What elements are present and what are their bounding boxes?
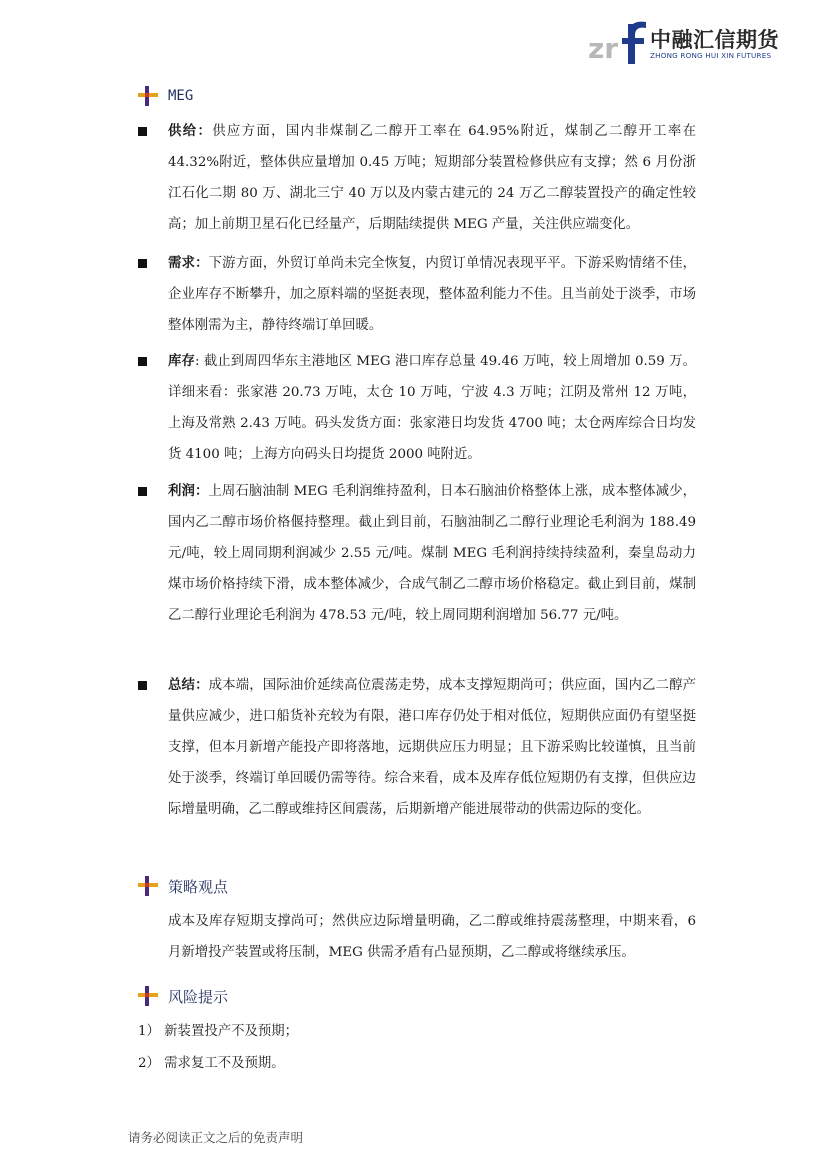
- paragraph-text: 供应方面，国内非煤制乙二醇开工率在 64.95%附近，煤制乙二醇开工率在44.32%附近，整体供应量增加 0.45 万吨；短期部分装置检修供应有支撑；然 6 月份浙江石化二期 80 万、湖北三宁 40 万以及内蒙古建元的 24 万乙二醇装置投产的确定性较高；加上前期卫星石化已经量产，后期陆续提供 MEG 产量，关注供应端变化。: [168, 124, 696, 232]
- paragraph-keyword: 供给：: [168, 123, 213, 139]
- section-heading-meg: [136, 84, 193, 108]
- square-bullet-icon: [138, 127, 147, 136]
- paragraph-keyword: 总结：: [168, 677, 209, 693]
- cross-bullet-icon: [136, 984, 160, 1008]
- strategy-paragraph: 成本及库存短期支撑尚可；然供应边际增量明确，乙二醇或维持震荡整理，中期来看，6 月新增投产装置或将压制，MEG 供需矛盾有凸显预期，乙二醇或将继续承压。: [168, 914, 696, 960]
- paragraph: [168, 670, 696, 825]
- square-bullet-icon: [138, 487, 147, 496]
- square-bullet-icon: [138, 259, 147, 268]
- zrf-logo-mark-icon: [588, 20, 648, 66]
- paragraph-text: 成本端，国际油价延续高位震荡走势，成本支撑短期尚可；供应面，国内乙二醇产量供应减少，进口船货补充较为有限，港口库存仍处于相对低位，短期供应面仍有望坚挺支撑，但本月新增产能投产即将落地，远期供应压力明显；且下游采购比较谨慎，且当前处于淡季，终端订单回暖仍需等待。综合来看，成本及库存低位短期仍有支撑，但供应边际增量明确，乙二醇或维持区间震荡，后期新增产能进展带动的供需边际的变化。: [168, 678, 697, 817]
- section-title: MEG: [168, 88, 194, 104]
- paragraph-keyword: 库存: [168, 353, 195, 369]
- section-heading-strategy: [136, 874, 228, 898]
- square-bullet-icon: [138, 357, 147, 366]
- section-title: 风险提示: [168, 987, 229, 1006]
- cross-bullet-icon: [136, 84, 160, 108]
- logo-english-name: ZHONG RONG HUI XIN FUTURES: [650, 51, 772, 60]
- paragraph: [168, 476, 696, 631]
- paragraph: [168, 248, 696, 341]
- company-logo: [588, 20, 778, 66]
- paragraph: [168, 116, 696, 240]
- paragraph-text: 上周石脑油制 MEG 毛利润维持盈利，日本石脑油价格整体上涨，成本整体减少，国内乙二醇市场价格偃持整理。截止到目前，石脑油制乙二醇行业理论毛利润为 188.49 元/吨，较上周同期利润减少 2.55 元/吨。煤制 MEG 毛利润持续持续盈利，秦皇岛动力煤市场价格持续下滑，成本整体减少，合成气制乙二醇市场价格稳定。截止到目前，煤制乙二醇行业理论毛利润为 478.53 元/吨，较上周同期利润增加 56.77 元/吨。: [168, 484, 696, 623]
- paragraph-text: 下游方面，外贸订单尚未完全恢复，内贸订单情况表现平平。下游采购情绪不佳，企业库存不断攀升，加之原料端的坚挺表现，整体盈利能力不佳。且当前处于淡季，市场整体刚需为主，静待终端订单回暖。: [168, 256, 697, 333]
- section-heading-risk: [136, 984, 228, 1008]
- square-bullet-icon: [138, 681, 147, 690]
- risk-item: 2） 需求复工不及预期。: [138, 1056, 285, 1071]
- section-title: 策略观点: [168, 877, 229, 896]
- risk-item: 1） 新装置投产不及预期；: [138, 1024, 299, 1039]
- paragraph: [168, 346, 696, 470]
- paragraph-keyword: 利润：: [168, 483, 209, 499]
- svg-text:zr: zr: [588, 32, 619, 65]
- paragraph-keyword: 需求：: [168, 255, 209, 271]
- logo-chinese-name: 中融汇信期货: [650, 28, 779, 52]
- cross-bullet-icon: [136, 874, 160, 898]
- disclaimer-footer: 请务必阅读正文之后的免责声明: [128, 1130, 304, 1145]
- paragraph-text: : 截止到周四华东主港地区 MEG 港口库存总量 49.46 万吨，较上周增加 0.59 万。详细来看：张家港 20.73 万吨，太仓 10 万吨，宁波 4.3 万吨；江阴及常州 12 万吨，上海及常熟 2.43 万吨。码头发货方面：张家港日均发货 4700 吨；太仓两库综合日均发货 4100 吨；上海方向码头日均提货 2000 吨附近。: [168, 354, 697, 462]
